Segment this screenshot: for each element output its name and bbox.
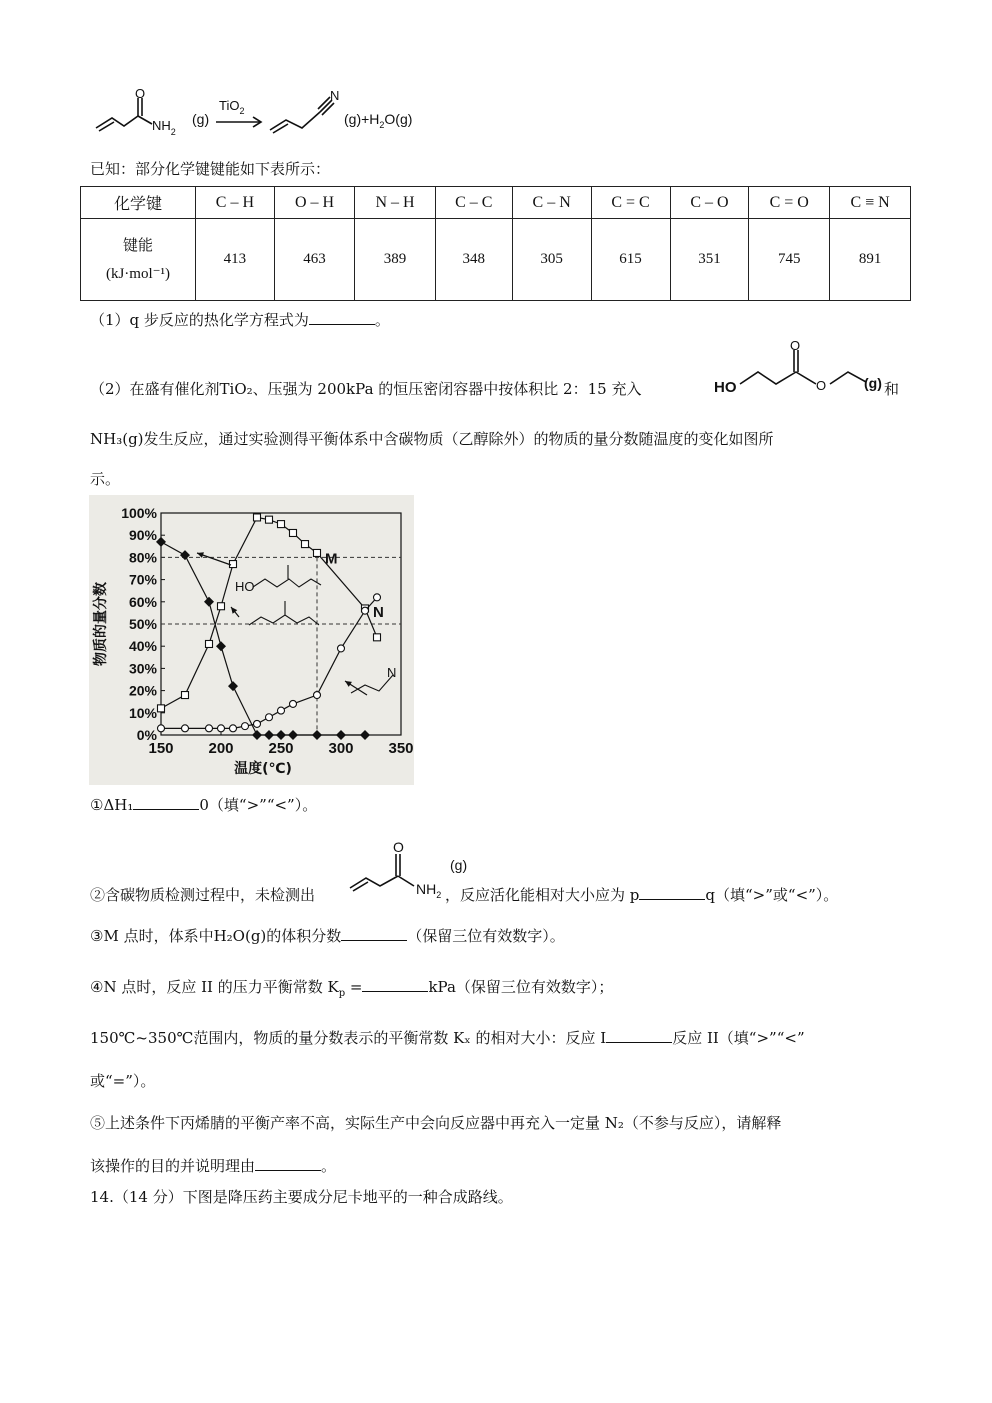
bond-cell: C = O <box>749 187 830 219</box>
y-tick-label: 60% <box>128 593 157 610</box>
q2-2-end: q（填“>”或“<”）。 <box>705 886 839 904</box>
value-cell: 389 <box>355 219 436 301</box>
bond-cell: C ≡ N <box>830 187 911 219</box>
known-text: 已知：部分化学键键能如下表所示： <box>90 160 331 178</box>
mole-fraction-chart <box>89 495 414 785</box>
question-2-2 <box>90 884 838 906</box>
question-2-line2: NH₃(g)发生反应，通过实验测得平衡体系中含碳物质（乙醇除外）的物质的量分数随温度的变化如图所 <box>90 430 774 448</box>
y-tick-label: 30% <box>128 660 157 677</box>
data-point <box>206 725 213 732</box>
bond-cell: O – H <box>274 187 355 219</box>
y-tick-label: 0% <box>136 727 157 743</box>
data-point <box>360 730 370 740</box>
data-point <box>230 561 237 568</box>
bond-cell: C – C <box>435 187 512 219</box>
point-label: M <box>325 550 338 568</box>
data-point <box>314 549 321 556</box>
state-label: (g) <box>450 857 468 873</box>
value-cell: 463 <box>274 219 355 301</box>
x-tick-label: 150 <box>148 740 174 757</box>
data-point <box>314 692 321 699</box>
q2-1-text: ①ΔH₁ <box>90 796 134 814</box>
value-cell: 615 <box>591 219 670 301</box>
row-label-line2: (kJ·mol⁻¹) <box>105 265 171 282</box>
bond-cell: C – O <box>670 187 749 219</box>
data-point <box>288 730 298 740</box>
y-axis-title: 物质的量分数 <box>93 582 109 666</box>
reaction-equation <box>88 86 448 146</box>
nh2-label: $NH_2$ <box>152 118 176 137</box>
data-point <box>218 603 225 610</box>
data-point <box>180 550 190 560</box>
q2-1-end: 0（填“>”“<”）。 <box>199 796 318 814</box>
bond-cell: N – H <box>355 187 436 219</box>
y-tick-label: 80% <box>128 549 157 566</box>
answer-blank <box>309 310 375 325</box>
y-tick-label: 10% <box>128 704 157 721</box>
acrylonitrile-structure <box>270 97 334 133</box>
data-point <box>290 700 297 707</box>
series-line <box>161 517 377 708</box>
hydroxy-ester-structure <box>712 338 892 398</box>
point-label: N <box>373 604 384 622</box>
svg-text:O: O <box>135 86 146 101</box>
data-point <box>156 537 166 547</box>
data-point <box>374 634 381 641</box>
q2-4b-mid: 反应 II（填“>”“<” <box>672 1029 805 1047</box>
svg-text:O: O <box>393 839 404 855</box>
q2-5b-end: 。 <box>321 1157 337 1175</box>
y-tick-label: 50% <box>128 616 157 632</box>
mol-ester-1 <box>253 579 321 587</box>
data-point <box>266 516 273 523</box>
question-2-3 <box>90 925 565 947</box>
x-tick-label: 350 <box>388 740 414 757</box>
x-tick-label: 200 <box>208 740 234 757</box>
data-point <box>206 640 213 647</box>
catalyst-label: TiO$_2$ <box>219 98 245 116</box>
svg-text:NH2: $NH_2$ <box>416 881 442 900</box>
data-point <box>242 723 249 730</box>
table-header-row <box>81 187 911 219</box>
row-label-line1: 键能 <box>122 237 153 254</box>
data-point <box>276 730 286 740</box>
data-point <box>158 725 165 732</box>
x-tick-label: 250 <box>268 740 294 757</box>
state-label: (g) <box>864 375 882 391</box>
data-point <box>302 541 309 548</box>
question-1-text: （1）q 步反应的热化学方程式为 <box>90 311 309 329</box>
q2-2-mid: ，反应活化能相对大小应为 p <box>445 886 640 904</box>
question-2-5b <box>90 1155 336 1177</box>
question-2-1 <box>90 794 317 816</box>
data-point <box>218 725 225 732</box>
bond-energy-table <box>80 186 911 301</box>
q2-2-text: ②含碳物质检测过程中，未检测出 <box>90 886 316 904</box>
data-point <box>264 730 274 740</box>
q2-4-eq: = <box>345 978 363 996</box>
data-point <box>216 641 226 651</box>
data-point <box>336 730 346 740</box>
reaction-arrow <box>216 117 261 127</box>
q2-3-end: （保留三位有效数字）。 <box>407 927 565 945</box>
question-2-and: 和 <box>884 380 900 398</box>
y-tick-label: 100% <box>121 505 157 521</box>
annotation-arrowhead <box>345 681 352 687</box>
answer-blank <box>362 977 428 992</box>
data-point <box>278 521 285 528</box>
question-1 <box>90 309 390 331</box>
state-label: (g) <box>192 111 210 127</box>
data-point <box>252 730 262 740</box>
products-label: $(g)+H_2O(g)$ <box>344 111 413 130</box>
data-point <box>204 597 214 607</box>
acrylamide-structure <box>96 98 152 131</box>
svg-text:O: O <box>790 338 801 353</box>
q2-4b-text: 150℃~350℃范围内，物质的量分数表示的平衡常数 Kₓ 的相对大小：反应 I <box>90 1029 607 1047</box>
y-tick-label: 90% <box>128 527 157 544</box>
answer-blank <box>606 1028 672 1043</box>
chart-svg <box>89 495 414 785</box>
data-point <box>362 607 369 614</box>
data-point <box>278 707 285 714</box>
data-point <box>230 725 237 732</box>
value-cell: 413 <box>196 219 275 301</box>
question-2-5: ⑤上述条件下丙烯腈的平衡产率不高，实际生产中会向反应器中再充入一定量 N₂（不参与反应），请解释 <box>90 1114 782 1132</box>
q2-3-text: ③M 点时，体系中H₂O(g)的体积分数 <box>90 927 342 945</box>
x-axis-title: 温度(℃) <box>234 761 292 777</box>
svg-text:O: O <box>816 378 827 393</box>
ho-label: HO <box>714 379 737 396</box>
question-2-4c: 或“=”）。 <box>90 1072 156 1090</box>
y-tick-label: 70% <box>128 571 157 588</box>
nitrogen-label: N <box>330 88 340 103</box>
question-14: 14.（14 分）下图是降压药主要成分尼卡地平的一种合成路线。 <box>90 1188 513 1206</box>
data-point <box>254 720 261 727</box>
table-header-label: 化学键 <box>81 187 196 219</box>
q2-5b-text: 该操作的目的并说明理由 <box>90 1157 256 1175</box>
question-1-end: 。 <box>374 311 390 329</box>
value-cell: 351 <box>670 219 749 301</box>
y-tick-label: 20% <box>128 682 157 699</box>
answer-blank <box>133 795 199 810</box>
table-value-row <box>81 219 911 301</box>
bond-cell: C – N <box>512 187 591 219</box>
data-point <box>182 725 189 732</box>
y-tick-label: 40% <box>128 638 157 655</box>
data-point <box>312 730 322 740</box>
data-point <box>266 714 273 721</box>
value-cell: 305 <box>512 219 591 301</box>
series-line <box>161 597 377 728</box>
data-point <box>228 681 238 691</box>
data-point <box>182 692 189 699</box>
q2-4-text: ④N 点时，反应 II 的压力平衡常数 K <box>90 978 339 996</box>
mol-label-n: N <box>387 665 397 680</box>
data-point <box>338 645 345 652</box>
question-2-line1: （2）在盛有催化剂TiO₂、压强为 200kPa 的恒压密闭容器中按体积比 2：15 充入 <box>90 380 642 398</box>
mol-label-ho: HO <box>235 579 255 594</box>
data-point <box>158 705 165 712</box>
answer-blank <box>639 885 705 900</box>
x-tick-label: 300 <box>328 740 354 757</box>
kp-subscript: p <box>338 988 346 999</box>
data-point <box>374 594 381 601</box>
value-cell: 891 <box>830 219 911 301</box>
bond-cell: C = C <box>591 187 670 219</box>
question-2-4 <box>90 976 613 1005</box>
q2-4-end: kPa（保留三位有效数字）； <box>428 978 614 996</box>
answer-blank <box>255 1156 321 1171</box>
value-cell: 745 <box>749 219 830 301</box>
question-2-4b <box>90 1027 805 1049</box>
data-point <box>290 529 297 536</box>
bond-cell: C – H <box>196 187 275 219</box>
data-point <box>254 514 261 521</box>
table-row-label <box>81 219 196 301</box>
question-2-line3: 示。 <box>90 470 121 488</box>
series-line <box>161 542 365 735</box>
value-cell: 348 <box>435 219 512 301</box>
answer-blank <box>341 926 407 941</box>
